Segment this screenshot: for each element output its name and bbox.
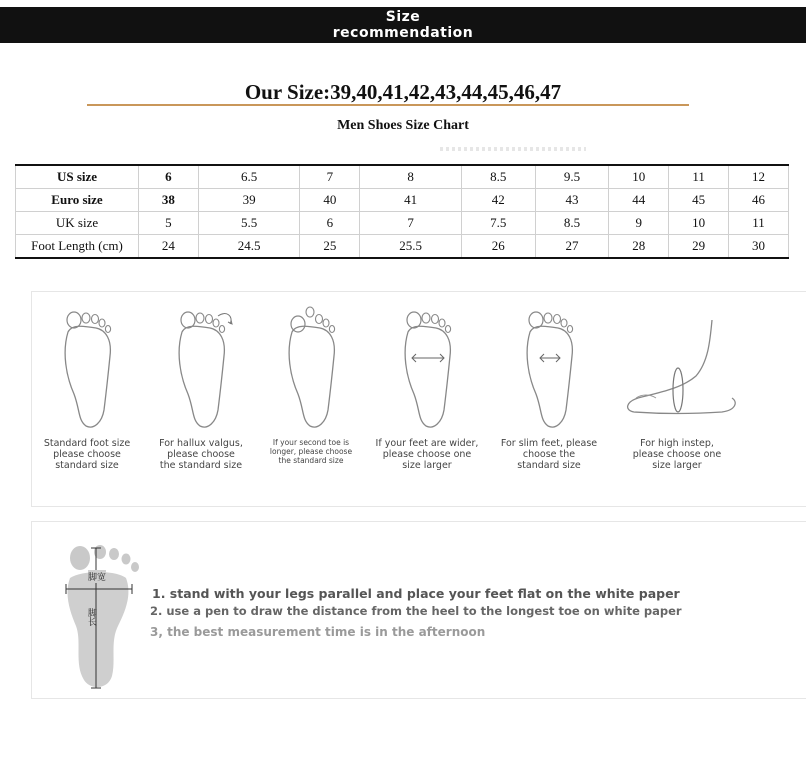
- table-cell: 26: [461, 235, 535, 259]
- table-cell: 46: [729, 189, 789, 212]
- title-underline: [87, 104, 689, 106]
- header-banner: [0, 7, 806, 43]
- caption-line: Standard foot size: [43, 438, 131, 449]
- table-cell: 41: [360, 189, 462, 212]
- table-cell: 7.5: [461, 212, 535, 235]
- table-cell: 10: [669, 212, 729, 235]
- table-cell: 10: [609, 165, 669, 189]
- measure-step-2: 2. use a pen to draw the distance from the heel to the longest toe on white paper: [150, 604, 682, 618]
- row-label: US size: [16, 165, 139, 189]
- table-cell: 24.5: [198, 235, 300, 259]
- table-cell: 9: [609, 212, 669, 235]
- table-cell: 12: [729, 165, 789, 189]
- caption-line: size larger: [652, 460, 702, 471]
- high-instep-foot-icon: [612, 302, 742, 432]
- foot-width-label: 脚宽: [88, 570, 106, 583]
- table-cell: 28: [609, 235, 669, 259]
- table-row: [16, 189, 789, 212]
- foot-type-item: [612, 302, 742, 471]
- caption-line: please choose one: [632, 449, 722, 460]
- table-row: [16, 165, 789, 189]
- row-label: UK size: [16, 212, 139, 235]
- caption-line: the standard size: [278, 456, 344, 465]
- foot-length-label: 脚长: [86, 608, 96, 626]
- slim-foot-icon: [484, 302, 614, 432]
- table-cell: 7: [360, 212, 462, 235]
- table-cell: 11: [669, 165, 729, 189]
- table-cell: 7: [300, 165, 360, 189]
- table-row: [16, 235, 789, 259]
- foot-type-item: [22, 302, 152, 471]
- measure-step-1: 1. stand with your legs parallel and place your feet flat on the white paper: [152, 586, 680, 601]
- row-label: Foot Length (cm): [16, 235, 139, 259]
- measure-step-3: 3, the best measurement time is in the afternoon: [150, 625, 486, 639]
- table-cell: 8.5: [535, 212, 609, 235]
- chart-subtitle: Men Shoes Size Chart: [337, 118, 469, 133]
- caption-line: standard size: [517, 460, 581, 471]
- row-label: Euro size: [16, 189, 139, 212]
- long-second-toe-foot-icon: [246, 302, 376, 432]
- caption-line: please choose: [167, 449, 235, 460]
- caption-line: For slim feet, please: [500, 438, 598, 449]
- table-cell: 6: [300, 212, 360, 235]
- table-cell: 25: [300, 235, 360, 259]
- foot-types-panel: [31, 291, 806, 507]
- table-cell: 38: [139, 189, 199, 212]
- foot-type-item: [484, 302, 614, 471]
- table-cell: 30: [729, 235, 789, 259]
- foot-type-item: [362, 302, 492, 471]
- caption-line: If your feet are wider,: [375, 438, 479, 449]
- page-title: Our Size:39,40,41,42,43,44,45,46,47: [244, 80, 562, 104]
- foot-type-item: [246, 302, 376, 465]
- header-line-1: Size: [385, 9, 421, 25]
- caption-line: the standard size: [159, 460, 243, 471]
- table-cell: 43: [535, 189, 609, 212]
- table-cell: 9.5: [535, 165, 609, 189]
- table-cell: 5.5: [198, 212, 300, 235]
- table-cell: 29: [669, 235, 729, 259]
- table-cell: 39: [198, 189, 300, 212]
- header-line-2: recommendation: [332, 25, 474, 41]
- foot-type-caption: [22, 438, 152, 471]
- caption-line: standard size: [55, 460, 119, 471]
- caption-line: If your second toe is: [272, 438, 350, 447]
- size-table: [15, 164, 789, 259]
- table-cell: 27: [535, 235, 609, 259]
- table-cell: 24: [139, 235, 199, 259]
- table-cell: 25.5: [360, 235, 462, 259]
- table-cell: 42: [461, 189, 535, 212]
- table-cell: 5: [139, 212, 199, 235]
- foot-type-caption: [612, 438, 742, 471]
- standard-foot-icon: [22, 302, 152, 432]
- faint-watermark: [440, 147, 586, 151]
- table-row: [16, 212, 789, 235]
- caption-line: For hallux valgus,: [159, 438, 243, 449]
- table-cell: 45: [669, 189, 729, 212]
- table-cell: 44: [609, 189, 669, 212]
- wide-foot-icon: [362, 302, 492, 432]
- table-cell: 11: [729, 212, 789, 235]
- table-cell: 8.5: [461, 165, 535, 189]
- table-cell: 40: [300, 189, 360, 212]
- measure-panel: [31, 521, 806, 699]
- caption-line: For high instep,: [640, 438, 714, 449]
- caption-line: choose the: [522, 449, 576, 460]
- caption-line: longer, please choose: [269, 447, 353, 456]
- table-cell: 6.5: [198, 165, 300, 189]
- foot-type-caption: [246, 438, 376, 465]
- foot-type-caption: [484, 438, 614, 471]
- footprint-diagram: [46, 534, 156, 694]
- caption-line: size larger: [402, 460, 452, 471]
- caption-line: please choose: [53, 449, 121, 460]
- foot-type-caption: [362, 438, 492, 471]
- table-cell: 6: [139, 165, 199, 189]
- table-cell: 8: [360, 165, 462, 189]
- caption-line: please choose one: [382, 449, 472, 460]
